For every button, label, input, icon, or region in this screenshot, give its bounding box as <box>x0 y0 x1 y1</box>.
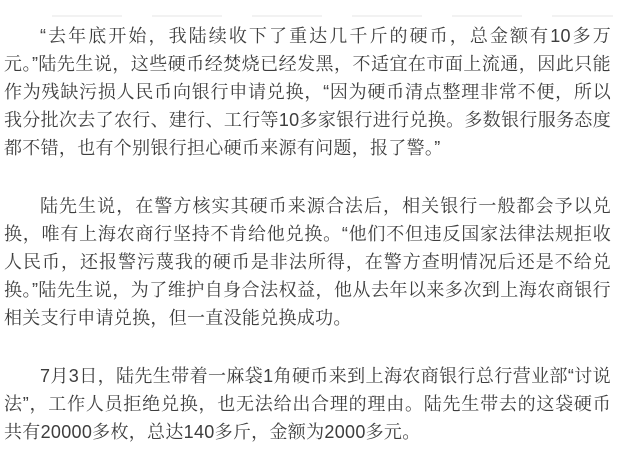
article-paragraph-2: 陆先生说，在警方核实其硬币来源合法后，相关银行一般都会予以兑换，唯有上海农商行坚持不肯给他兑换。“他们不但违反国家法律法规拒收人民币，还报警污蔑我的硬币是非法所得，在警方查明情况后还是不给兑换。”陆先生说，为了维护自身合法权益，他从去年以来多次到上海农商银行相关支行申请兑换，但一直没能兑换成功。 <box>4 196 611 328</box>
article-paragraph-1: “去年底开始，我陆续收下了重达几千斤的硬币，总金额有10多万元。”陆先生说，这些硬币经焚烧已经发黑，不适宜在市面上流通，因此只能作为残缺污损人民币向银行申请兑换，“因为硬币清点整理非常不便，所以我分批次去了农行、建行、工行等10多家银行进行兑换。多数银行服务态度都不错，也有个别银行担心硬币来源有问题，报了警。” <box>4 26 611 158</box>
article-paragraph-3: 7月3日，陆先生带着一麻袋1角硬币来到上海农商银行总行营业部“讨说法”，工作人员拒绝兑换，也无法给出合理的理由。陆先生带去的这袋硬币共有20000多枚，总达140多斤，金额为2000多元。 <box>4 366 611 442</box>
